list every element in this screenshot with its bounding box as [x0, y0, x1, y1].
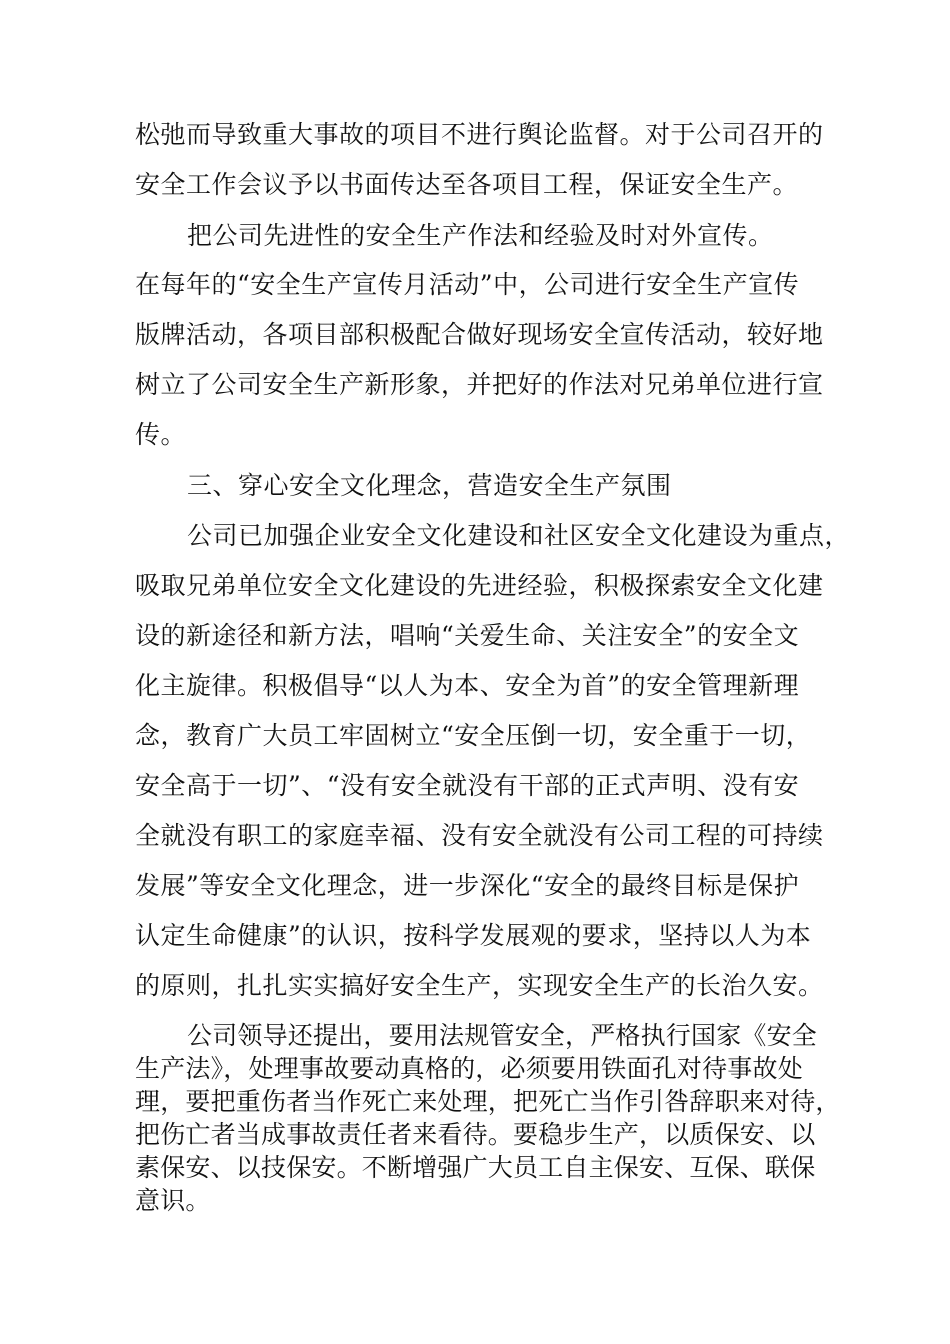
text-line-14: 安全高于一切”、“没有安全就没有干部的正式声明、没有安 [135, 771, 800, 800]
text-line-7: 传。 [135, 420, 187, 449]
text-line-16: 发展”等安全文化理念，进一步深化“安全的最终目标是保护 [135, 871, 800, 900]
text-line-23: 素保安、以技保安。不断增强广大员工自主保安、互保、联保 [135, 1153, 816, 1182]
text-line-13: 念，教育广大员工牢固树立“安全压倒一切，安全重于一切， [135, 721, 812, 750]
text-line-21: 理，要把重伤者当作死亡来处理，把死亡当作引咎辞职来对待， [135, 1087, 841, 1116]
text-line-10: 吸取兄弟单位安全文化建设的先进经验，积极探索安全文化建 [135, 571, 824, 600]
text-line-22: 把伤亡者当成事故责任者来看待。要稳步生产，以质保安、以 [135, 1120, 816, 1149]
text-line-24: 意识。 [135, 1186, 211, 1215]
text-line-9: 公司已加强企业安全文化建设和社区安全文化建设为重点， [187, 521, 851, 550]
text-line-2: 安全工作会议予以书面传达至各项目工程，保证安全生产。 [135, 170, 799, 199]
text-line-5: 版牌活动，各项目部积极配合做好现场安全宣传活动，较好地 [135, 320, 824, 349]
text-line-6: 树立了公司安全生产新形象，并把好的作法对兄弟单位进行宣 [135, 370, 824, 399]
text-line-3: 把公司先进性的安全生产作法和经验及时对外宣传。 [187, 221, 774, 250]
text-line-20: 生产法》，处理事故要动真格的，必须要用铁面孔对待事故处 [135, 1054, 803, 1083]
text-line-15: 全就没有职工的家庭幸福、没有安全就没有公司工程的可持续 [135, 821, 824, 850]
text-line-17: 认定生命健康”的认识，按科学发展观的要求，坚持以人为本 [135, 921, 812, 950]
text-line-4: 在每年的“安全生产宣传月活动”中，公司进行安全生产宣传 [135, 270, 800, 299]
section-heading: 三、穿心安全文化理念，营造安全生产氛围 [187, 471, 672, 500]
text-line-12: 化主旋律。积极倡导“以人为本、安全为首”的安全管理新理 [135, 671, 800, 700]
text-line-11: 设的新途径和新方法，唱响“关爱生命、关注安全”的安全文 [135, 621, 800, 650]
text-line-19: 公司领导还提出，要用法规管安全，严格执行国家《安全 [187, 1021, 818, 1050]
text-line-1: 松弛而导致重大事故的项目不进行舆论监督。对于公司召开的 [135, 120, 824, 149]
text-line-18: 的原则，扎扎实实搞好安全生产，实现安全生产的长治久安。 [135, 971, 824, 1000]
